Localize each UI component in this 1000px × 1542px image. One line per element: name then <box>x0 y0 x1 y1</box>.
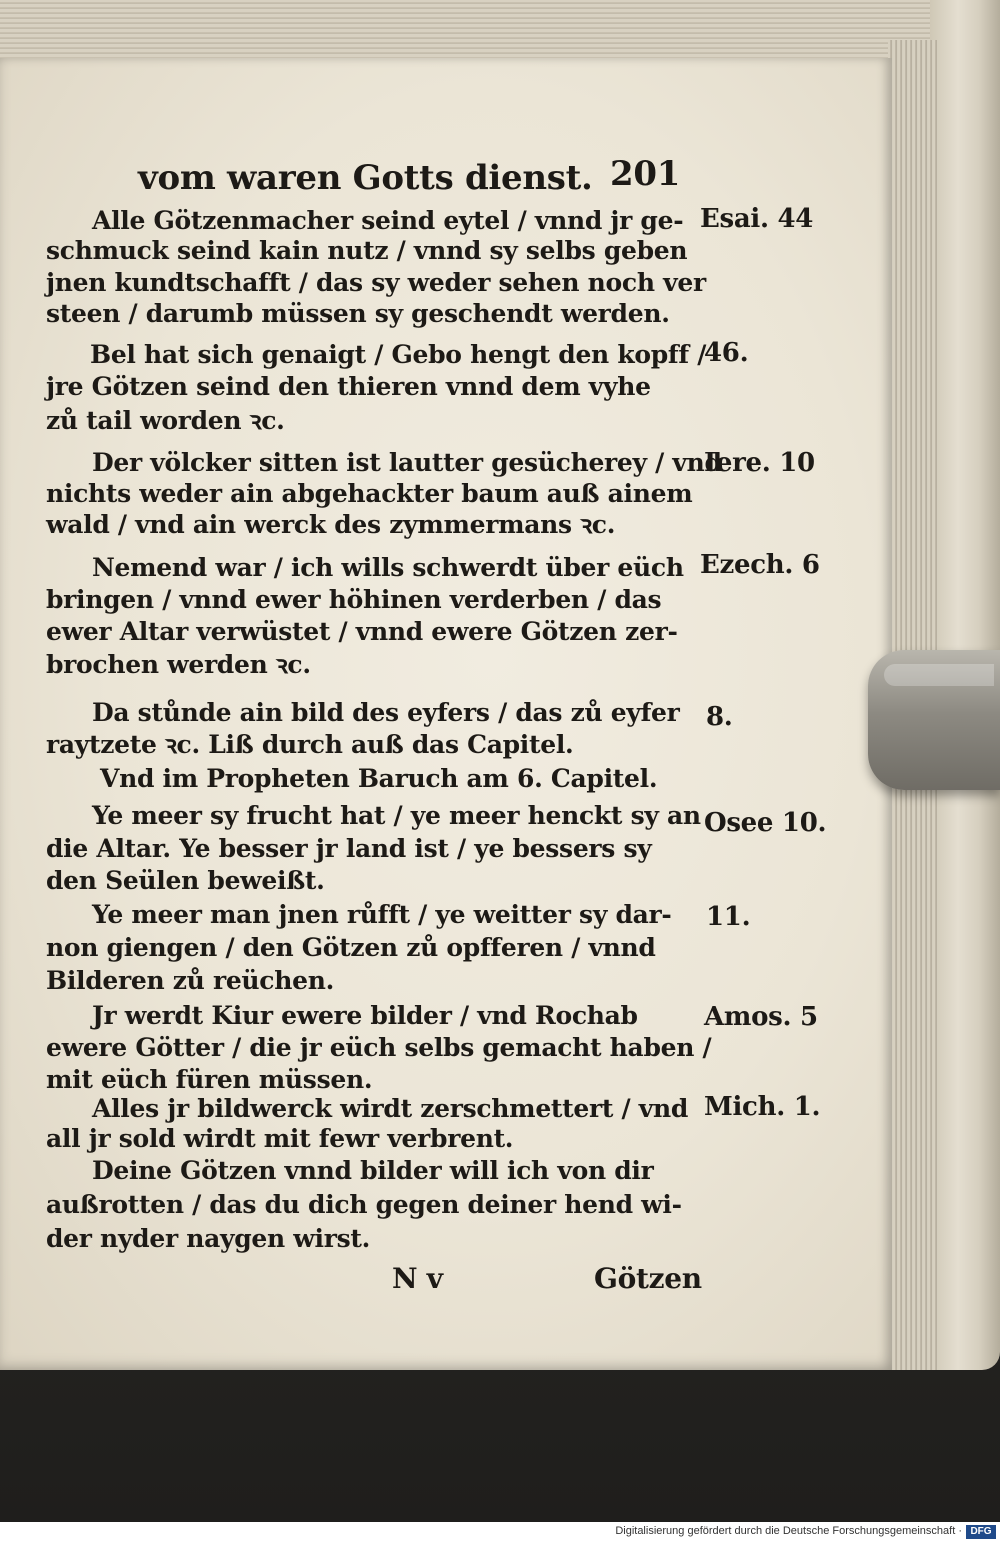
marginal-reference: Iere. 10 <box>704 448 815 478</box>
marginal-reference: Osee 10. <box>704 808 827 838</box>
text-line: bringen / vnnd ewer höhinen verderben / das <box>46 585 662 614</box>
text-line: der nyder naygen wirst. <box>46 1224 371 1253</box>
text-line: ewere Götter / die jr eüch selbs gemacht haben / <box>46 1033 712 1062</box>
marginal-reference: 11. <box>706 902 751 932</box>
attribution-text: Digitalisierung gefördert durch die Deutsche Forschungsgemeinschaft · <box>615 1525 962 1537</box>
text-line: Bel hat sich genaigt / Gebo hengt den kopff / <box>90 340 707 369</box>
text-line: ewer Altar verwüstet / vnnd ewere Götzen zer- <box>46 617 678 646</box>
text-line: Nemend war / ich wills schwerdt über eüch <box>92 553 684 582</box>
text-line: Deine Götzen vnnd bilder will ich von dir <box>92 1156 654 1185</box>
text-line: jnen kundtschafft / das sy weder sehen noch ver <box>46 268 706 297</box>
text-line: brochen werden ꝛc. <box>46 650 311 679</box>
marginal-reference: Mich. 1. <box>704 1092 821 1122</box>
marginal-reference: Amos. 5 <box>704 1002 818 1032</box>
text-line: wald / vnd ain werck des zymmermans ꝛc. <box>46 510 616 539</box>
marginal-reference: Ezech. 6 <box>700 550 820 580</box>
clasp-highlight <box>884 664 994 686</box>
dfg-logo-icon: DFG <box>966 1525 996 1539</box>
page-number: 201 <box>610 154 681 194</box>
text-line: nichts weder ain abgehackter baum auß ainem <box>46 479 693 508</box>
text-line: außrotten / das du dich gegen deiner hend wi- <box>46 1190 682 1219</box>
text-line: Der völcker sitten ist lautter gesücherey / vnd <box>92 448 722 477</box>
text-line: Alles jr bildwerck wirdt zerschmettert / vnd <box>92 1094 689 1123</box>
text-line: zů tail worden ꝛc. <box>46 406 285 435</box>
marginal-reference: Esai. 44 <box>700 204 814 234</box>
text-line: Vnd im Propheten Baruch am 6. Capitel. <box>100 764 658 793</box>
text-line: den Seülen beweißt. <box>46 866 325 895</box>
text-line: all jr sold wirdt mit fewr verbrent. <box>46 1124 514 1153</box>
text-line: steen / darumb müssen sy geschendt werden. <box>46 299 670 328</box>
text-line: jre Götzen seind den thieren vnnd dem vyhe <box>46 372 651 401</box>
marginal-reference: 46. <box>704 338 749 368</box>
catchword: Götzen <box>594 1262 702 1295</box>
attribution-bar <box>0 1522 1000 1542</box>
running-title: vom waren Gotts dienst. <box>138 158 593 198</box>
text-line: Da stůnde ain bild des eyfers / das zů eyfer <box>92 698 680 727</box>
text-line: Bilderen zů reüchen. <box>46 966 334 995</box>
text-line: Alle Götzenmacher seind eytel / vnnd jr ge- <box>92 206 684 235</box>
text-line: schmuck seind kain nutz / vnnd sy selbs geben <box>46 236 688 265</box>
text-line: Ye meer man jnen růfft / ye weitter sy dar- <box>92 900 672 929</box>
text-line: raytzete ꝛc. Liß durch auß das Capitel. <box>46 730 574 759</box>
text-line: die Altar. Ye besser jr land ist / ye bessers sy <box>46 834 652 863</box>
text-line: Jr werdt Kiur ewere bilder / vnd Rochab <box>92 1001 638 1030</box>
marginal-reference: 8. <box>706 702 733 732</box>
text-line: Ye meer sy frucht hat / ye meer henckt sy an <box>92 801 701 830</box>
text-line: mit eüch füren müssen. <box>46 1065 373 1094</box>
signature-mark: N v <box>392 1262 443 1295</box>
text-line: non giengen / den Götzen zů opfferen / vnnd <box>46 933 656 962</box>
